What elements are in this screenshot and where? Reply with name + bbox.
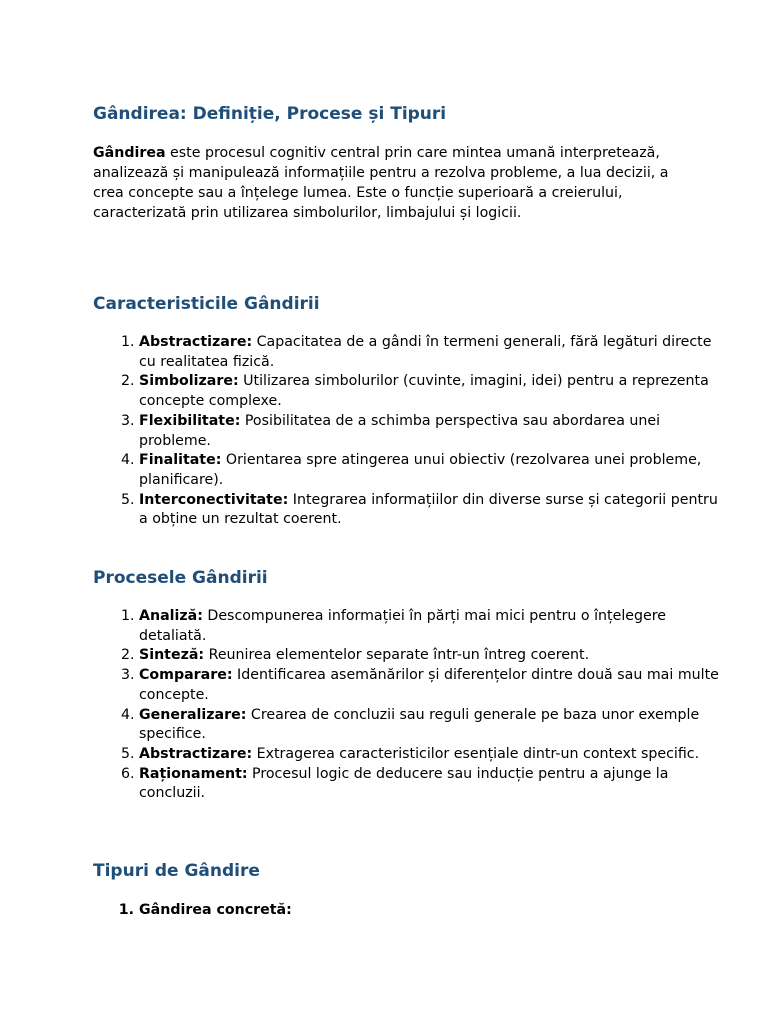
item-term: Finalitate: bbox=[139, 452, 222, 469]
item-text: Extragerea caracteristicilor esențiale dintr-un context specific. bbox=[252, 745, 700, 762]
item-term: Interconectivitate: bbox=[139, 491, 289, 508]
item-term: Sinteză: bbox=[139, 647, 205, 664]
list-item bbox=[139, 666, 729, 705]
list-item bbox=[139, 646, 729, 666]
page-title: Gândirea: Definiție, Procese și Tipuri bbox=[93, 104, 447, 124]
processes-list bbox=[93, 607, 729, 804]
types-list bbox=[93, 901, 729, 921]
item-term: Raționament: bbox=[139, 765, 248, 782]
item-text: Identificarea asemănărilor și diferențelor dintre două sau mai multe concepte. bbox=[139, 667, 719, 703]
item-term: Gândirea concretă: bbox=[139, 902, 292, 918]
characteristics-list bbox=[93, 333, 729, 530]
list-item bbox=[139, 333, 729, 372]
item-text: Integrarea informațiilor din diverse surse și categorii pentru a obține un rezultat coerent. bbox=[139, 491, 718, 528]
item-text: Procesul logic de deducere sau inducție pentru a ajunge la concluzii. bbox=[139, 765, 669, 802]
item-text: Utilizarea simbolurilor (cuvinte, imagini, idei) pentru a reprezenta concepte complexe. bbox=[139, 373, 709, 410]
types-heading: Tipuri de Gândire bbox=[93, 861, 260, 881]
item-text: Reunirea elementelor separate într-un întreg coerent. bbox=[204, 647, 590, 664]
item-term: Comparare: bbox=[139, 667, 233, 684]
item-term: Flexibilitate: bbox=[139, 412, 241, 429]
intro-term: Gândirea bbox=[93, 145, 166, 161]
list-item bbox=[139, 372, 729, 411]
item-term: Abstractizare: bbox=[139, 334, 253, 350]
intro-paragraph bbox=[93, 143, 683, 223]
item-text: Descompunerea informației în părți mai mici pentru o înțelegere detaliată. bbox=[139, 608, 666, 644]
item-term: Abstractizare: bbox=[139, 745, 253, 762]
list-item bbox=[139, 706, 729, 745]
list-item bbox=[139, 901, 729, 921]
processes-heading: Procesele Gândirii bbox=[93, 568, 268, 588]
item-text: Orientarea spre atingerea unui obiectiv (rezolvarea unei probleme, planificare). bbox=[139, 452, 702, 488]
item-text: Posibilitatea de a schimba perspectiva sau abordarea unei probleme. bbox=[139, 412, 661, 449]
list-item bbox=[139, 491, 729, 530]
item-term: Analiză: bbox=[139, 608, 203, 624]
characteristics-heading: Caracteristicile Gândirii bbox=[93, 294, 320, 314]
item-text: Crearea de concluzii sau reguli generale pe baza unor exemple specifice. bbox=[139, 706, 700, 743]
list-item bbox=[139, 765, 729, 804]
list-item bbox=[139, 745, 729, 765]
item-text: Capacitatea de a gândi în termeni generali, fără legături directe cu realitatea fizică. bbox=[139, 334, 712, 370]
intro-text: este procesul cognitiv central prin care mintea umană interpretează, analizează și manipulează informațiile pentru a rezolva probleme, a lua decizii, a crea concepte sau a înțelege lumea. Este o funcție superioară a creierului, caracterizată prin utilizarea simbolurilor, limbajului și logicii. bbox=[93, 145, 669, 221]
item-term: Simbolizare: bbox=[139, 373, 239, 390]
list-item bbox=[139, 607, 729, 646]
list-item bbox=[139, 451, 729, 490]
item-term: Generalizare: bbox=[139, 706, 247, 723]
list-item bbox=[139, 412, 729, 451]
